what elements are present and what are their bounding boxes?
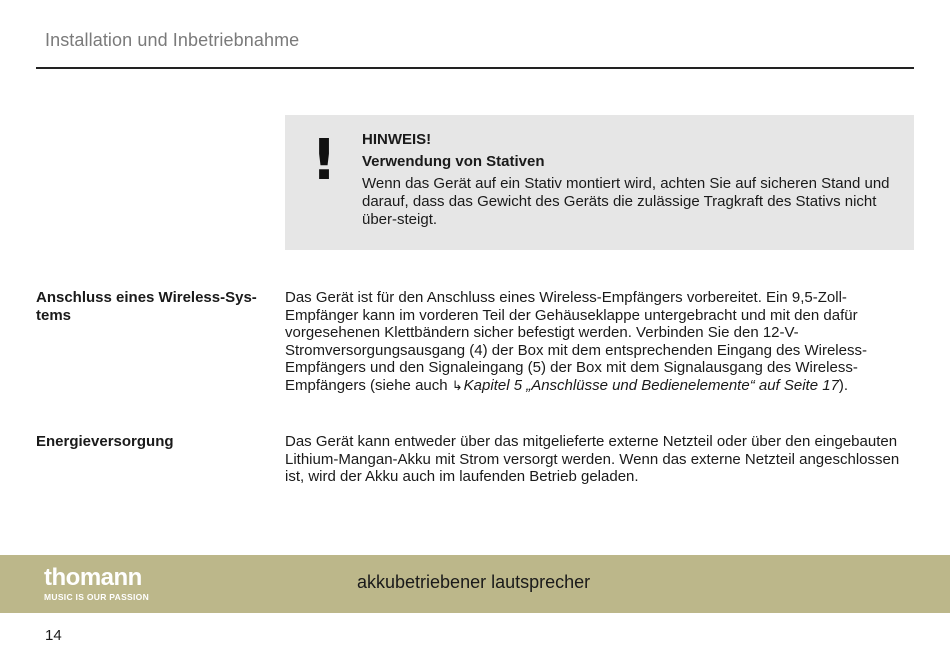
notice-subheading: Verwendung von Stativen	[362, 153, 545, 170]
page-number: 14	[45, 627, 62, 644]
section-title-wireless: Anschluss eines Wireless-Sys-tems	[36, 289, 257, 324]
crossref-link[interactable]	[452, 377, 839, 394]
section-text-wireless-part1: Das Gerät ist für den Anschluss eines Wireless-Empfängers vorbereitet. Ein 9,5-Zoll-Empfänger kann im vorderen Teil der Gehäuseklappe untergebracht und mit den dafür vorgesehenen Klettbändern sicher befestigt werden. Verbinden Sie den 12-V-Stromversorgungsausgang (4) der Box mit dem entsprechenden Eingang des Wireless-Empfängers und den Signaleingang (5) der Box mit dem Signalausgang des Wireless-Empfängers (siehe auch	[285, 289, 867, 394]
section-text-wireless-part2: ).	[838, 376, 849, 394]
arrow-link-icon: ↳	[451, 377, 463, 393]
notice-body	[362, 131, 907, 229]
notice-box	[285, 115, 914, 250]
brand-name: thomann	[44, 564, 142, 591]
product-name: akkubetriebener lautsprecher	[357, 572, 591, 592]
section-title-power: Energieversorgung	[36, 433, 174, 450]
header-divider	[36, 67, 914, 69]
section-text-wireless	[285, 289, 914, 395]
section-text-power: Das Gerät kann entweder über das mitgelieferte externe Netzteil oder über den eingebauten Lithium-Mangan-Akku mit Strom versorgt werden. Wenn das externe Netzteil angeschlossen ist, wird der Akku auch im laufenden Betrieb geladen.	[285, 433, 900, 486]
notice-heading: HINWEIS!	[362, 131, 432, 148]
exclamation-icon: !	[311, 128, 337, 193]
notice-text: Wenn das Gerät auf ein Stativ montiert wird, achten Sie auf sicheren Stand und darauf, dass das Gewicht des Geräts die zulässige Tragkraft des Stativs nicht über-steigt.	[362, 175, 890, 228]
brand-logo	[44, 566, 149, 602]
footer-band	[0, 555, 950, 613]
brand-slogan: MUSIC IS OUR PASSION	[44, 592, 150, 602]
chapter-title: Installation und Inbetriebnahme	[45, 30, 300, 50]
crossref-link-text: Kapitel 5 „Anschlüsse und Bedienelemente“ auf Seite 17	[463, 376, 839, 394]
